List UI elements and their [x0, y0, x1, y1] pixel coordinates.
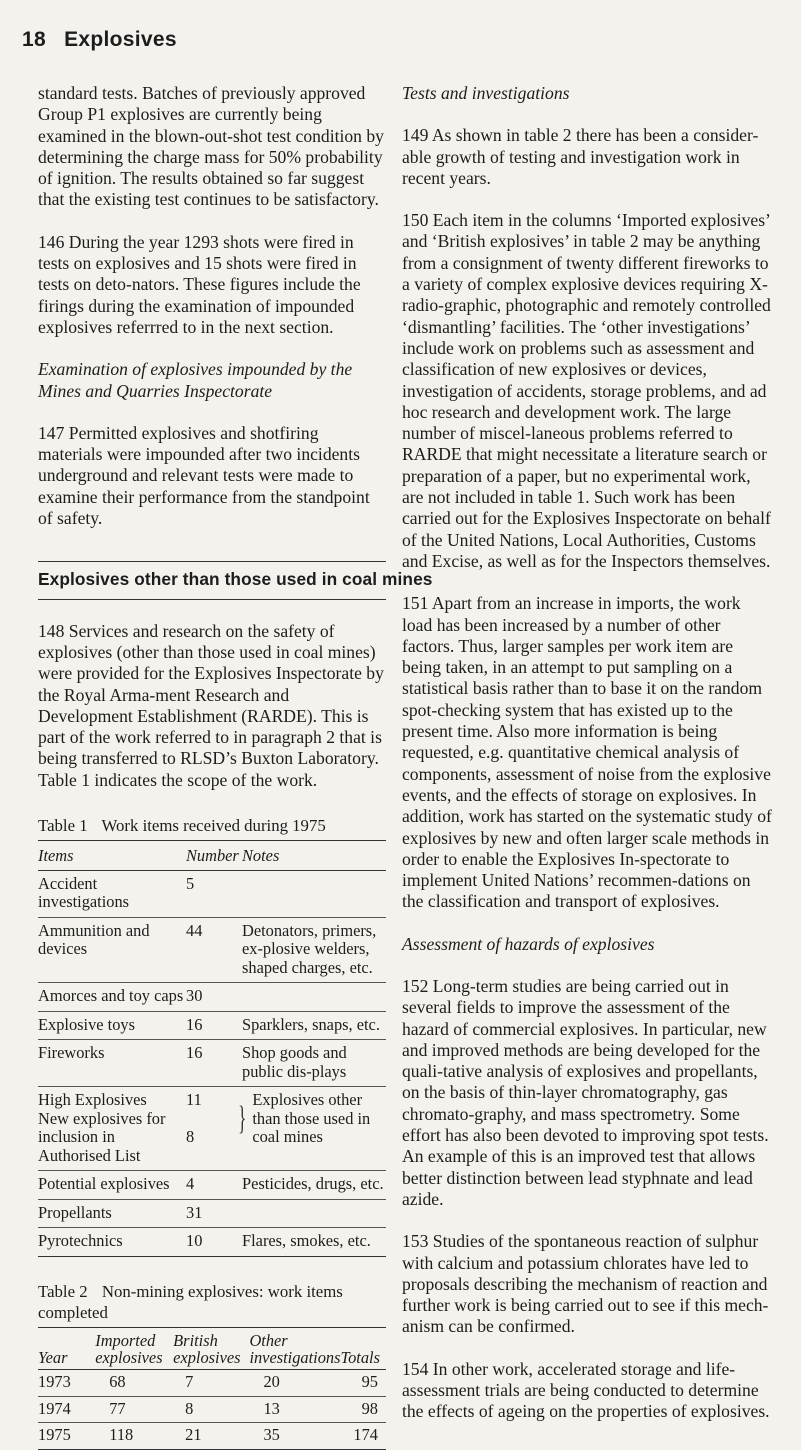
table-cell-british: 21 — [173, 1423, 249, 1450]
table-cell-notes — [242, 870, 386, 917]
table1-header-number: Number — [186, 841, 242, 871]
bracketed-note — [238, 1090, 386, 1147]
table-cell-item: Pyrotechnics — [38, 1228, 186, 1257]
table-cell-year: 1973 — [38, 1372, 71, 1392]
table2-header-year: Year — [38, 1328, 95, 1370]
table-cell-total: 174 — [341, 1423, 387, 1450]
table-work-completed — [38, 1327, 386, 1450]
table-cell-notes — [242, 1199, 386, 1228]
table-cell-number: 16 — [186, 1040, 242, 1087]
table-cell-other: 35 — [249, 1423, 340, 1450]
table-cell-other: 20 — [263, 1372, 280, 1392]
heading-tests: Tests and investigations — [402, 83, 570, 103]
table-cell-notes: Flares, smokes, etc. — [242, 1228, 386, 1257]
brace-mark: } — [238, 1100, 247, 1138]
section-title: Explosives other than those used in coal mines — [38, 569, 433, 590]
page-header — [22, 28, 177, 52]
page-number: 18 — [22, 28, 46, 51]
paragraph-149: 149 As shown in table 2 there has been a consider-able growth of testing and investigation work in recent years. — [402, 125, 759, 188]
paragraph-150: 150 Each item in the columns ‘Imported explosives’ and ‘British explosives’ in table 2 may be anything from a consignment of twenty different fireworks to a variety of complex explosive devices requiring X-radio-graphic, photographic and remotely controlled ‘dismantling’ facilities. The ‘other investigations’ include work on problems such as assessment and classification of new explosives or devices, investigation of accidents, storage problems, and ad hoc research and development work. The large number of miscel-laneous problems referred to RARDE that might necessitate a literature search or preparation of a paper, but no experimental work, are not included in table 1. Such work has been carried out for the Explosives Inspectorate on behalf of the United Nations, Local Authorities, Customs and Excise, as well as for the Inspectors themselves. — [402, 210, 771, 571]
heading-assessment: Assessment of hazards of explosives — [402, 933, 655, 954]
table-cell-british: 7 — [185, 1372, 194, 1392]
table-cell-total: 95 — [361, 1372, 378, 1392]
table2-label: Table 2 — [38, 1281, 88, 1301]
paragraph-154: 154 In other work, accelerated storage and life-assessment trials are being conducted to determine the effects of ageing on the properties of explosives. — [402, 1358, 770, 1422]
table-row — [38, 1040, 386, 1087]
table-row — [38, 1423, 386, 1450]
table2-header-imported: Imported explosives — [95, 1328, 173, 1370]
paragraph-148: 148 Services and research on the safety of explosives (other than those used in coal mines) were provided for the Explosives Inspectorate by the Royal Arma-ment Research and Development Establishment (RARDE). This is part of the work referred to in paragraph 2 that is being transferred to RLSD’s Buxton Laboratory. Table 1 indicates the scope of the work. — [38, 620, 384, 790]
table-row — [38, 983, 386, 1012]
table-cell-item: Amorces and toy caps — [38, 983, 186, 1012]
table-cell-item: Accident investigations — [38, 873, 130, 912]
table-cell-notes — [238, 1087, 386, 1171]
table-cell-imported: 77 — [95, 1396, 173, 1423]
note-text: Explosives other than those used in coal mines — [252, 1090, 371, 1147]
table-cell-british: 8 — [173, 1396, 249, 1423]
table-row — [38, 1228, 386, 1257]
table-cell-number: 44 — [186, 917, 242, 983]
table1-header-items: Items — [38, 841, 186, 871]
running-title: Explosives — [64, 28, 177, 51]
table-cell-notes — [242, 983, 386, 1012]
table-row — [38, 1011, 386, 1040]
paragraph-152: 152 Long-term studies are being carried out in several fields to improve the assessment of the hazard of commercial explosives. In particular, new and improved methods are being developed for the quali-tative analysis of explosives and propellants, on the basis of thin-layer chromatography, gas chromato-graphy, and mass spectrometry. Some effort has also been devoted to improving spot tests. An example of this is an improved test that allows better distinction between lead styphnate and lead azide. — [402, 975, 769, 1209]
table2-header-totals: Totals — [341, 1328, 387, 1370]
paragraph-151: 151 Apart from an increase in imports, the work load has been increased by a number of other factors. Thus, larger samples per work item are being taken, in an attempt to put sampling on a statistical basis rather than to base it on the random spot-checking system that has existed up to the present time. Also more information is being requested, e.g. quantitative chemical analysis of components, assessment of noise from the explosive events, and the effects of storage on explosives. In addition, work has started on the systematic study of explosives by new and often larger scale methods in order to enable the Explosives In-spectorate to implement United Nations’ recommen-dations on the classification and transport of explosives. — [402, 593, 772, 912]
table-row — [38, 1396, 386, 1423]
item-high-explosives: High Explosives — [38, 1090, 147, 1110]
number-new-explosives: 8 — [186, 1126, 195, 1146]
table-row — [38, 1171, 386, 1200]
left-column — [38, 83, 433, 1450]
table2-title: Non-mining explosives: work items completed — [38, 1281, 343, 1323]
table-cell-imported: 68 — [109, 1372, 126, 1392]
table-cell-number: 10 — [186, 1228, 242, 1257]
table1-title: Work items received during 1975 — [101, 816, 326, 836]
paragraph-153: 153 Studies of the spontaneous reaction of sulphur with calcium and potassium chlorates have led to proposals describing the mechanism of reaction and further work is being carried out to see if this mech-anism can be confirmed. — [402, 1231, 769, 1337]
table-cell-imported: 118 — [95, 1423, 173, 1450]
table-row — [38, 1370, 386, 1397]
table-cell-number: 5 — [186, 873, 195, 893]
table-row — [38, 1087, 386, 1171]
table2-header-other: Other investigations — [249, 1328, 340, 1370]
table-cell-year: 1975 — [38, 1423, 95, 1450]
item-new-explosives: New explosives for inclusion in Authorised List — [38, 1108, 166, 1165]
table2-header-british: British explosives — [173, 1328, 249, 1370]
table-row — [38, 917, 386, 983]
table-cell-item: Explosive toys — [38, 1011, 186, 1040]
right-column — [402, 83, 774, 1423]
table1-caption — [38, 815, 386, 836]
table-row — [38, 870, 386, 917]
table-row — [38, 1199, 386, 1228]
table-cell-number: 4 — [186, 1171, 242, 1200]
table-cell-item: Potential explosives — [38, 1171, 186, 1200]
paragraph-continued: standard tests. Batches of previously approved Group P1 explosives are currently being examined in the blown-out-shot test condition by determining the charge mass for 50% probability of ignition. The results obtained so far suggest that the existing test continues to be satisfactory. — [38, 83, 384, 210]
table-cell-number: 16 — [186, 1011, 242, 1040]
table1-header-notes: Notes — [242, 841, 386, 871]
table-cell-number: 30 — [186, 983, 242, 1012]
table-cell-year: 1974 — [38, 1396, 95, 1423]
table-cell-total: 98 — [341, 1396, 387, 1423]
paragraph-147: 147 Permitted explosives and shotfiring materials were impounded after two incidents underground and relevant tests were made to examine their performance from the standpoint of safety. — [38, 422, 370, 529]
section-heading-box — [38, 561, 433, 599]
table-cell-item: Ammunition and devices — [38, 917, 186, 983]
table-cell-number: 31 — [186, 1199, 242, 1228]
number-high-explosives: 11 — [186, 1090, 202, 1110]
table-cell-notes: Pesticides, drugs, etc. — [242, 1171, 386, 1200]
table-cell-notes: Shop goods and public dis-plays — [242, 1040, 386, 1087]
table-work-items — [38, 840, 386, 1257]
table-cell-number — [186, 1087, 242, 1171]
table-cell-item: Propellants — [38, 1199, 186, 1228]
paragraph-146: 146 During the year 1293 shots were fired in tests on explosives and 15 shots were fired in tests on deto-nators. These figures include the firings during the examination of impounded explosives referrred to in the next section. — [38, 231, 361, 337]
table-cell-notes: Sparklers, snaps, etc. — [242, 1011, 386, 1040]
table-cell-notes: Detonators, primers, ex-plosive welders, shaped charges, etc. — [242, 917, 386, 983]
table-cell-item — [38, 1087, 186, 1171]
table-cell-other: 13 — [249, 1396, 340, 1423]
heading-examination: Examination of explosives impounded by the Mines and Quarries Inspectorate — [38, 359, 353, 401]
table-cell-item: Fireworks — [38, 1040, 186, 1087]
table2-caption — [38, 1281, 386, 1324]
table1-label: Table 1 — [38, 816, 88, 836]
